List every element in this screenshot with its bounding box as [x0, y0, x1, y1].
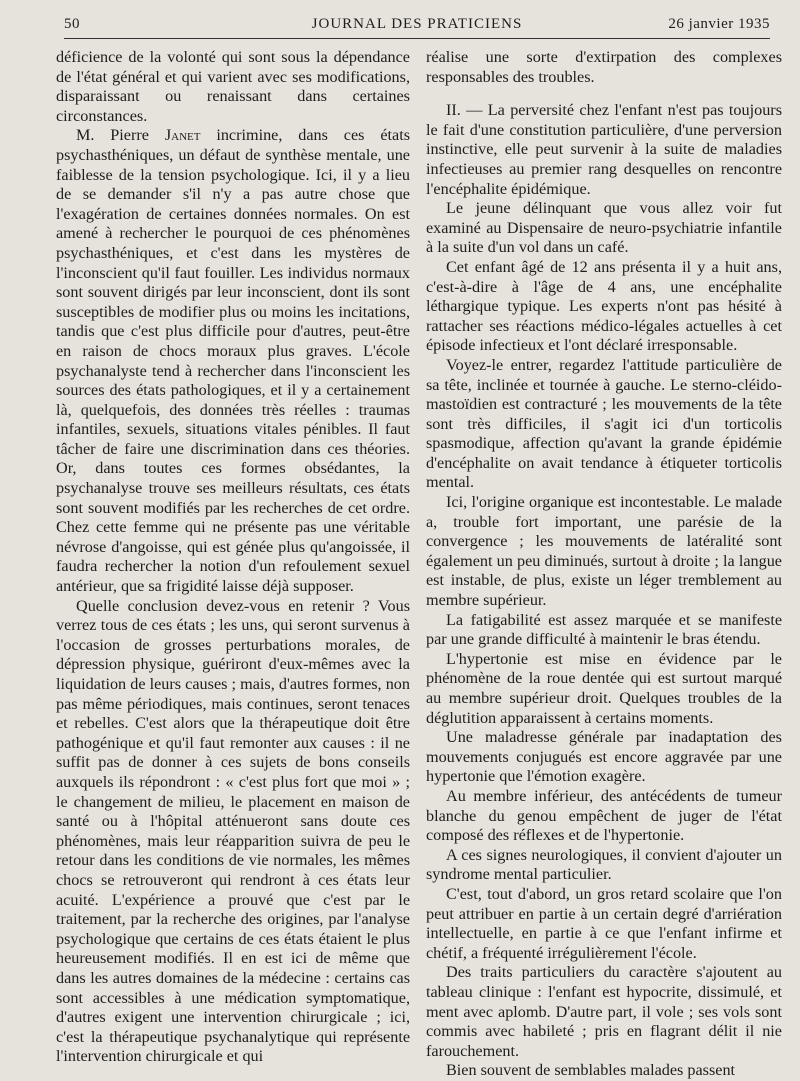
paragraph: déficience de la volonté qui sont sous la dépendance de l'état général et qui varient avec ses modifications, disparaissant ou renaissant dans certaines circonstances.	[56, 48, 410, 125]
paragraph: Le jeune délinquant que vous allez voir fut examiné au Dispensaire de neuro-psychiatrie infantile à la suite d'un vol dans un café.	[426, 199, 782, 257]
author-name: Janet	[164, 126, 201, 145]
paragraph: Ici, l'origine organique est incontestable. Le malade a, trouble fort important, une parésie de la convergence ; les mouvements de latéralité sont également un peu diminués, surtout à droite ; la langue est instable, de plus, existe un léger tremblement au membre supérieur.	[426, 493, 782, 610]
paragraph	[56, 126, 410, 596]
paragraph-text: incrimine, dans ces états psychasthéniques, un défaut de synthèse mentale, une faiblesse de la tension psychologique. Ici, il y a lieu de se demander s'il n'y a pas autre chose que l'exagération de certaines données normales. On est amené à rechercher le pourquoi de ces phénomènes psychasthéniques, et c'est dans les mystères de l'inconscient qu'il faut fouiller. Les individus normaux sont souvent dirigés par leur inconscient, dont ils sont susceptibles de modifier plus ou moins les incitations, tandis que c'est plus difficile pour d'autres, peut-être en raison de chocs moraux plus graves. L'école psychanalyste tend à rechercher dans l'inconscient les sources des états pathologiques, et il y a certainement là, quelquefois, des données très réelles : traumas infantiles, sexuels, situations vitales pénibles. Il faut tâcher de faire une discrimination dans ces théories. Or, dans toutes ces formes obsédantes, la psychanalyse trouve ses meilleurs résultats, ces états sont souvent modifiés par les recherches de cet ordre. Chez cette femme qui ne présente pas une véritable névrose d'angoisse, qui est génée plus qu'angoissée, il faudra rechercher la notion d'un refoulement sexuel antérieur, que sa frigidité laisse déjà supposer.	[56, 126, 410, 596]
paragraph: Voyez-le entrer, regardez l'attitude particulière de sa tête, inclinée et tournée à gauche. Le sterno-cléido-mastoïdien est contracturé ; les mouvements de la tête sont très difficiles, il s'agit ici d'un torticolis spasmodique, affection qu'avant la grande épidémie d'encéphalite on avait tendance à étiqueter torticolis mental.	[426, 355, 782, 492]
paragraph: réalise une sorte d'extirpation des complexes responsables des troubles.	[426, 48, 782, 86]
journal-title: JOURNAL DES PRATICIENS	[311, 16, 523, 32]
paragraph: Une maladresse générale par inadaptation des mouvements conjugués est encore aggravée par une hypertonie que l'émotion exagère.	[426, 728, 782, 786]
left-column	[56, 48, 410, 1067]
paragraph: Des traits particuliers du caractère s'ajoutent au tableau clinique : l'enfant est hypocrite, dissimulé, et ment avec aplomb. D'autre part, il vole ; ses vols sont commis avec habileté ; pris en flagrant délit il nie farouchement.	[426, 963, 782, 1060]
paragraph: C'est, tout d'abord, un gros retard scolaire que l'on peut attribuer en partie à un certain degré d'arriération intellectuelle, en partie à ce que l'enfant infirme et chétif, a fréquenté irrégulièrement l'école.	[426, 884, 782, 962]
right-column	[426, 48, 782, 1081]
running-header	[64, 14, 770, 39]
paragraph: L'hypertonie est mise en évidence par le phénomène de la roue dentée qui est surtout marqué au membre supérieur droit. Quelques troubles de la déglutition apparaissent à certains moments.	[426, 649, 782, 727]
section-start-paragraph: II. — La perversité chez l'enfant n'est pas toujours le fait d'une constitution particulière, d'une perversion instinctive, elle peut survenir à la suite de maladies infectieuses au premier rang desquelles on rencontre l'encéphalite épidémique.	[426, 101, 782, 198]
paragraph-intro: M. Pierre	[76, 126, 165, 145]
paragraph: Au membre inférieur, des antécédents de tumeur blanche du genou empêchent de juger de l'état composé des réflexes et de l'hypertonie.	[426, 786, 782, 845]
paragraph: A ces signes neurologiques, il convient d'ajouter un syndrome mental particulier.	[426, 845, 782, 884]
paragraph: Cet enfant âgé de 12 ans présenta il y a huit ans, c'est-à-dire à l'âge de 4 ans, une encéphalite léthargique typique. Les experts n'ont pas hésité à rattacher ses réactions médico-légales actuelles à cet épisode infectieux et l'ont déclaré irresponsable.	[426, 257, 782, 355]
issue-date: 26 janvier 1935	[668, 16, 770, 32]
paragraph: La fatigabilité est assez marquée et se manifeste par une grande difficulté à maintenir le bras étendu.	[426, 610, 782, 649]
page-number: 50	[64, 16, 80, 32]
paragraph: Bien souvent de semblables malades passent	[446, 1061, 736, 1080]
paragraph: Quelle conclusion devez-vous en retenir ? Vous verrez tous de ces états ; les uns, qui seront survenus à l'occasion de grosses perturbations morales, de dépression physique, guériront d'eux-mêmes avec la liquidation de leurs causes ; mais, d'autres formes, non pas même périodiques, mais continues, seront tenaces et rebelles. C'est alors que la thérapeutique doit être pathogénique et qu'il faut remonter aux causes : il ne suffit pas de donner à ces sujets de bons conseils auxquels ils répondront : « c'est plus fort que moi » ; le changement de milieu, le placement en maison de santé ou à l'hôpital atténueront sans doute ces phénomènes, mais leur réapparition suivra de peu le retour dans les conditions de vie normales, les mêmes chocs se retrouveront qui rendront à ces états leur acuité. L'expérience a prouvé que c'est par le traitement, par la recherche des origines, par l'analyse psychologique que certains de ces états étaient le plus heureusement modifiés. Il en est ici de même que dans les autres domaines de la médecine : certains cas sont accessibles à une médication symptomatique, d'autres exigent une intervention chirurgicale ; ici, c'est la thérapeutique psychanalytique qui représente l'intervention chirurgicale et qui	[56, 596, 410, 1066]
